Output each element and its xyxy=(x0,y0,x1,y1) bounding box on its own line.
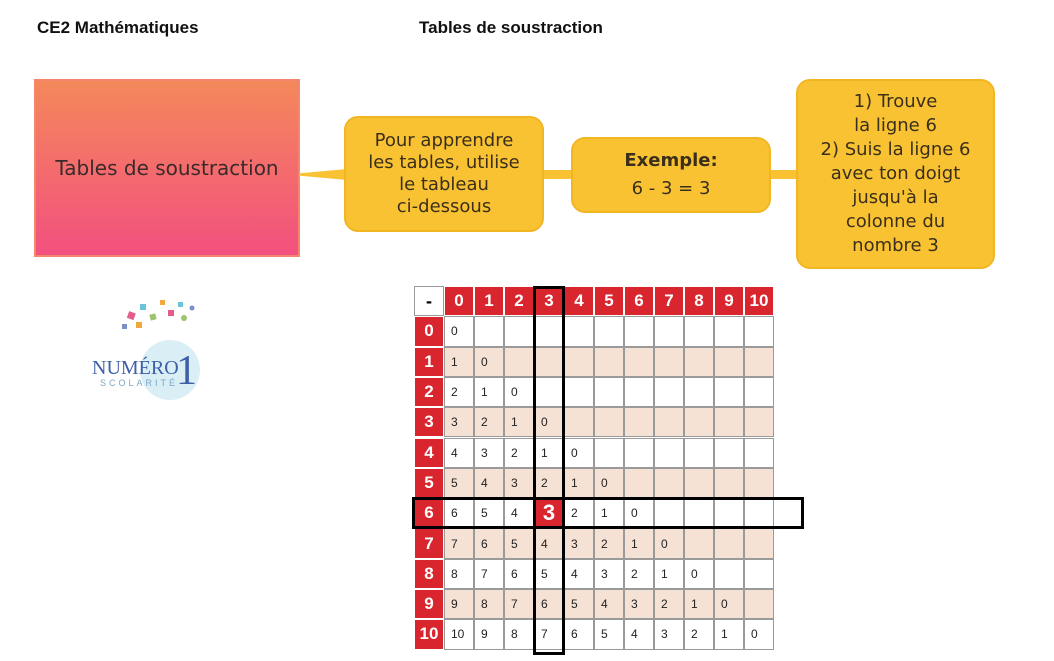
table-cell xyxy=(744,498,774,528)
table-cell: 3 xyxy=(474,438,504,468)
table-cell: 0 xyxy=(624,498,654,528)
col-header: 10 xyxy=(744,286,774,316)
row-header: 3 xyxy=(414,407,444,437)
logo-graphic xyxy=(92,292,222,402)
table-cell: 1 xyxy=(564,468,594,498)
highlight-answer-cell: 3 xyxy=(534,498,564,528)
table-cell xyxy=(684,528,714,558)
example-bubble xyxy=(571,137,771,213)
main-topic-box xyxy=(34,79,300,257)
table-cell: 5 xyxy=(564,589,594,619)
table-corner: - xyxy=(414,286,444,316)
table-cell: 4 xyxy=(444,438,474,468)
bubble-line: les tables, utilise xyxy=(368,152,520,173)
connector xyxy=(299,169,347,180)
table-cell: 6 xyxy=(444,498,474,528)
table-cell xyxy=(594,438,624,468)
row-header: 6 xyxy=(414,498,444,528)
table-cell: 6 xyxy=(534,589,564,619)
connector xyxy=(769,170,798,179)
table-cell: 2 xyxy=(444,377,474,407)
example-title: Exemple: xyxy=(624,150,718,171)
table-cell: 7 xyxy=(534,619,564,649)
table-cell xyxy=(474,316,504,346)
bubble-line: la ligne 6 xyxy=(854,115,937,136)
table-cell: 0 xyxy=(684,559,714,589)
table-cell xyxy=(714,407,744,437)
table-cell: 10 xyxy=(444,619,474,649)
table-cell: 8 xyxy=(444,559,474,589)
bubble-line: ci-dessous xyxy=(396,196,492,217)
col-header: 9 xyxy=(714,286,744,316)
row-header: 10 xyxy=(414,619,444,649)
table-cell xyxy=(684,407,714,437)
table-cell: 7 xyxy=(474,559,504,589)
table-cell: 4 xyxy=(624,619,654,649)
table-cell: 1 xyxy=(714,619,744,649)
steps-bubble xyxy=(796,79,995,269)
table-cell: 1 xyxy=(624,528,654,558)
table-cell: 8 xyxy=(504,619,534,649)
col-header: 5 xyxy=(594,286,624,316)
col-header: 8 xyxy=(684,286,714,316)
table-cell: 9 xyxy=(444,589,474,619)
col-header: 2 xyxy=(504,286,534,316)
table-cell xyxy=(504,347,534,377)
table-cell: 2 xyxy=(594,528,624,558)
table-cell: 3 xyxy=(564,528,594,558)
bubble-line: Pour apprendre xyxy=(374,130,514,151)
row-header: 4 xyxy=(414,438,444,468)
connector xyxy=(542,170,573,179)
table-cell xyxy=(564,407,594,437)
table-cell xyxy=(714,468,744,498)
page-title: Tables de soustraction xyxy=(419,18,603,37)
table-cell xyxy=(534,347,564,377)
table-cell xyxy=(654,407,684,437)
table-cell xyxy=(654,347,684,377)
table-cell xyxy=(534,377,564,407)
row-header: 9 xyxy=(414,589,444,619)
table-cell: 1 xyxy=(594,498,624,528)
table-cell: 3 xyxy=(444,407,474,437)
row-header: 2 xyxy=(414,377,444,407)
logo-sub: SCOLARITÉ xyxy=(100,378,179,388)
col-header: 4 xyxy=(564,286,594,316)
table-cell: 0 xyxy=(654,528,684,558)
table-cell: 0 xyxy=(594,468,624,498)
logo-word: NUMÉRO xyxy=(92,357,179,379)
table-cell: 1 xyxy=(534,438,564,468)
table-cell: 0 xyxy=(564,438,594,468)
table-cell xyxy=(654,377,684,407)
table-cell xyxy=(744,407,774,437)
table-cell: 2 xyxy=(474,407,504,437)
bubble-line: nombre 3 xyxy=(852,235,939,256)
table-cell: 3 xyxy=(654,619,684,649)
table-cell xyxy=(564,316,594,346)
table-cell: 1 xyxy=(444,347,474,377)
instruction-bubble xyxy=(344,116,544,232)
col-header: 7 xyxy=(654,286,684,316)
table-cell xyxy=(744,559,774,589)
table-cell: 1 xyxy=(684,589,714,619)
table-cell xyxy=(654,316,684,346)
table-cell xyxy=(714,347,744,377)
numero1-logo xyxy=(92,292,222,402)
table-cell xyxy=(564,347,594,377)
table-cell: 3 xyxy=(594,559,624,589)
table-cell: 4 xyxy=(534,528,564,558)
row-header: 1 xyxy=(414,347,444,377)
table-cell: 8 xyxy=(474,589,504,619)
table-cell: 3 xyxy=(624,589,654,619)
table-cell: 3 xyxy=(504,468,534,498)
table-cell xyxy=(624,377,654,407)
logo-digit: 1 xyxy=(176,348,197,394)
table-cell xyxy=(744,316,774,346)
table-cell xyxy=(594,377,624,407)
col-header: 6 xyxy=(624,286,654,316)
table-cell xyxy=(624,407,654,437)
bubble-line: avec ton doigt xyxy=(830,163,961,184)
table-cell: 5 xyxy=(594,619,624,649)
table-cell xyxy=(744,589,774,619)
col-header: 0 xyxy=(444,286,474,316)
table-cell: 2 xyxy=(564,498,594,528)
table-cell: 0 xyxy=(504,377,534,407)
table-cell: 2 xyxy=(504,438,534,468)
table-cell xyxy=(744,377,774,407)
table-cell xyxy=(624,316,654,346)
bubble-line: 1) Trouve xyxy=(853,91,938,112)
table-cell: 0 xyxy=(534,407,564,437)
table-cell xyxy=(534,316,564,346)
table-cell xyxy=(594,316,624,346)
table-cell xyxy=(684,468,714,498)
table-cell xyxy=(624,347,654,377)
table-cell: 4 xyxy=(474,468,504,498)
table-cell xyxy=(684,347,714,377)
table-cell: 9 xyxy=(474,619,504,649)
table-cell: 0 xyxy=(714,589,744,619)
col-header: 3 xyxy=(534,286,564,316)
table-cell xyxy=(564,377,594,407)
table-cell: 4 xyxy=(504,498,534,528)
table-cell xyxy=(594,347,624,377)
table-cell: 5 xyxy=(474,498,504,528)
table-cell: 1 xyxy=(504,407,534,437)
table-cell xyxy=(594,407,624,437)
table-cell xyxy=(744,347,774,377)
table-cell xyxy=(684,316,714,346)
table-cell: 6 xyxy=(474,528,504,558)
bubble-line: 2) Suis la ligne 6 xyxy=(820,139,971,160)
table-cell xyxy=(714,559,744,589)
page-subject-title: CE2 Mathématiques xyxy=(37,18,199,37)
bubble-line: le tableau xyxy=(399,174,489,195)
table-cell: 6 xyxy=(504,559,534,589)
table-cell: 0 xyxy=(744,619,774,649)
table-cell xyxy=(714,316,744,346)
row-header: 7 xyxy=(414,528,444,558)
table-cell xyxy=(714,438,744,468)
table-cell: 5 xyxy=(504,528,534,558)
table-cell: 5 xyxy=(534,559,564,589)
table-cell xyxy=(684,498,714,528)
table-cell xyxy=(714,528,744,558)
table-cell: 0 xyxy=(444,316,474,346)
bubble-line: colonne du xyxy=(845,211,946,232)
row-header: 5 xyxy=(414,468,444,498)
example-equation: 6 - 3 = 3 xyxy=(631,178,711,199)
table-cell xyxy=(744,438,774,468)
table-cell: 7 xyxy=(504,589,534,619)
table-cell xyxy=(684,377,714,407)
main-topic-label: Tables de soustraction xyxy=(55,156,279,180)
table-cell xyxy=(714,498,744,528)
table-cell: 1 xyxy=(474,377,504,407)
table-cell: 6 xyxy=(564,619,594,649)
table-cell xyxy=(654,498,684,528)
table-cell: 5 xyxy=(444,468,474,498)
col-header: 1 xyxy=(474,286,504,316)
table-cell xyxy=(624,438,654,468)
table-cell: 1 xyxy=(654,559,684,589)
table-cell xyxy=(744,528,774,558)
table-cell xyxy=(654,438,684,468)
table-cell: 7 xyxy=(444,528,474,558)
table-cell xyxy=(744,468,774,498)
table-cell: 4 xyxy=(594,589,624,619)
table-cell: 0 xyxy=(474,347,504,377)
table-cell xyxy=(714,377,744,407)
table-cell xyxy=(684,438,714,468)
table-cell xyxy=(504,316,534,346)
bubble-line: jusqu'à la xyxy=(852,187,939,208)
table-cell: 2 xyxy=(624,559,654,589)
table-cell xyxy=(654,468,684,498)
table-cell: 2 xyxy=(534,468,564,498)
row-header: 8 xyxy=(414,559,444,589)
table-cell xyxy=(624,468,654,498)
table-cell: 2 xyxy=(654,589,684,619)
row-header: 0 xyxy=(414,316,444,346)
table-cell: 2 xyxy=(684,619,714,649)
table-cell: 4 xyxy=(564,559,594,589)
